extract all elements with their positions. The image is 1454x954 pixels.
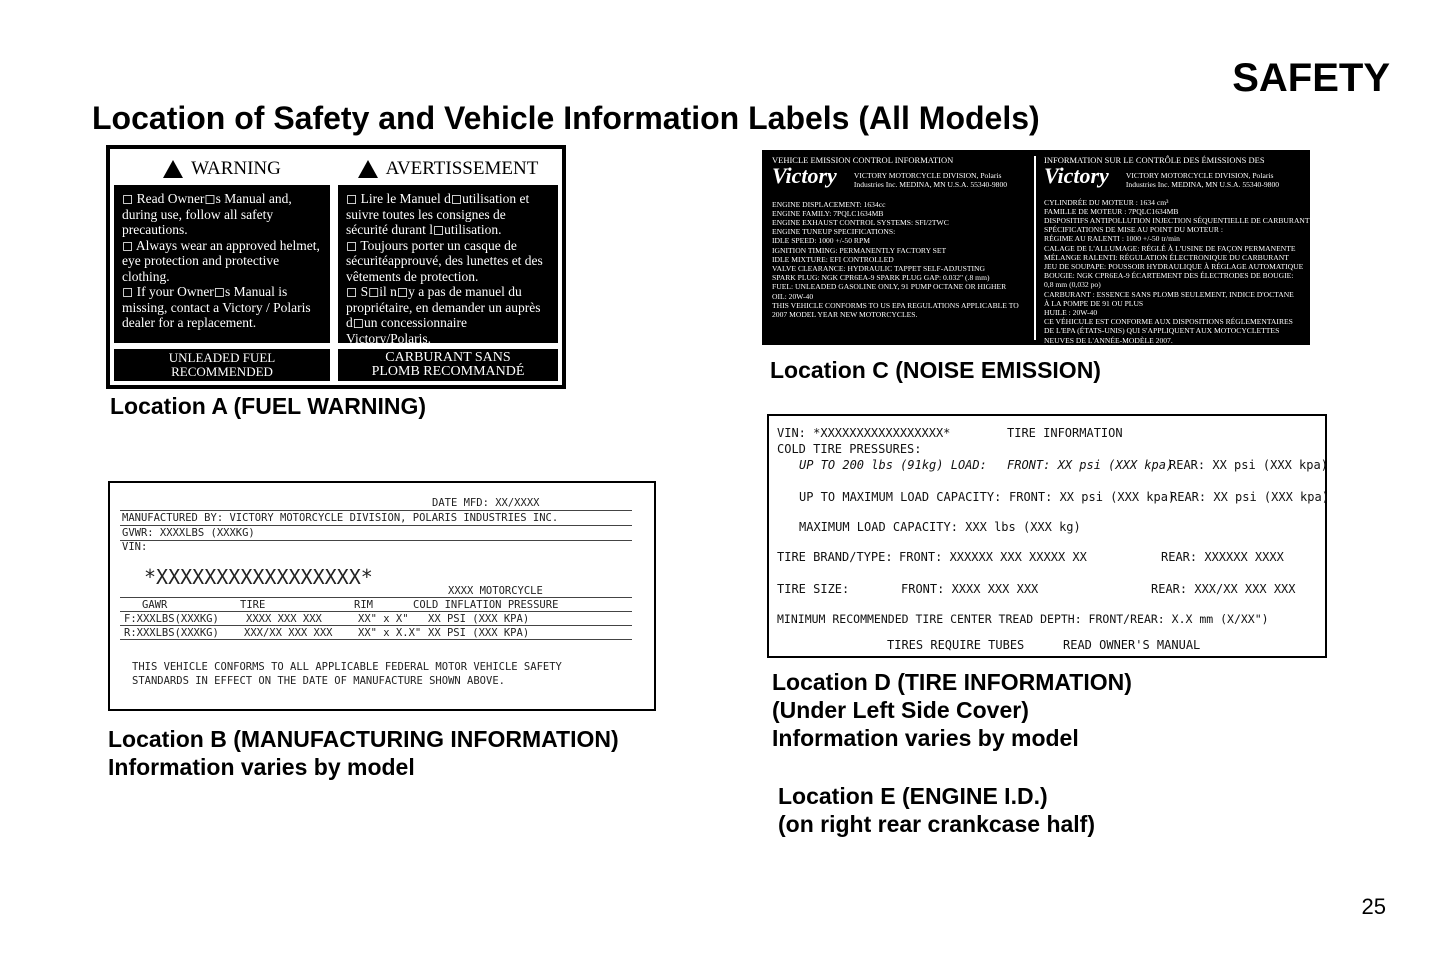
col-rim: RIM	[354, 599, 373, 611]
pressure-front: XX PSI (XXX KPA)	[428, 613, 530, 625]
emission-line: SPARK PLUG: NGK CPR6EA-9 SPARK PLUG GAP: 0.032" (.8 mm)	[772, 273, 990, 283]
vin-label: VIN:	[122, 541, 148, 553]
caption-location-d-variance: Information varies by model	[772, 725, 1079, 751]
emission-line: VALVE CLEARANCE: HYDRAULIC TAPPET SELF-ADJUSTING	[772, 264, 986, 274]
warning-header-text: WARNING	[191, 158, 281, 179]
fuel-english-line: RECOMMENDED	[171, 364, 273, 379]
emission-line: IDLE SPEED: 1000 +/-50 RPM	[772, 236, 870, 246]
emission-line: CE VÉHICULE EST CONFORME AUX DISPOSITIONS RÉGLEMENTAIRES	[1044, 317, 1293, 327]
page-number: 25	[1361, 894, 1386, 919]
cold-tire-pressures: COLD TIRE PRESSURES:	[777, 442, 922, 456]
avertissement-item: ◻ S◻il n◻y a pas de manuel du propriétaire, en demander un auprès d◻un concessionnaire Victory/Polaris.	[346, 284, 541, 346]
gawr-front: F:XXXLBS(XXXKG)	[124, 613, 219, 625]
tire-info-title: TIRE INFORMATION	[1007, 426, 1123, 440]
emission-header: VEHICLE EMISSION CONTROL INFORMATION	[772, 155, 954, 165]
vin-value: *XXXXXXXXXXXXXXXXX*	[144, 565, 373, 589]
rule	[120, 510, 632, 511]
warning-item: ◻ Read Owner◻s Manual and, during use, follow all safety precautions.	[122, 191, 292, 237]
avertissement-column	[338, 153, 558, 346]
rule	[120, 639, 632, 640]
emission-body	[772, 200, 1026, 320]
emission-line: CALAGE DE L'ALLUMAGE: RÉGLÉ À L'USINE DE FAÇON PERMANENTE	[1044, 243, 1296, 253]
manufacturer-address: VICTORY MOTORCYCLE DIVISION, Polaris Industries Inc. MEDINA, MN U.S.A. 55340-9800	[853, 171, 1008, 190]
emission-english	[768, 156, 1030, 340]
emission-line: SPÉCIFICATIONS DE MISE AU POINT DU MOTEUR :	[1044, 225, 1223, 235]
page-title: Location of Safety and Vehicle Information Labels (All Models)	[92, 100, 1040, 136]
emission-line: 0,8 mm (0,032 po)	[1044, 280, 1101, 290]
tires-require-tubes: TIRES REQUIRE TUBES	[887, 638, 1025, 652]
emission-line: OIL: 20W-40	[772, 291, 814, 301]
caption-location-d: Location D (TIRE INFORMATION)	[772, 669, 1132, 695]
rule	[120, 525, 632, 526]
fuel-warning-label	[106, 145, 566, 389]
warning-triangle-icon	[358, 160, 378, 178]
tire-information-label	[767, 414, 1327, 658]
tire-brand-front: FRONT: XXXXXX XXX XXXXX XX	[899, 550, 1087, 564]
tread-depth: MINIMUM RECOMMENDED TIRE CENTER TREAD DEPTH: FRONT/REAR: X.X mm (X/XX")	[777, 612, 1269, 626]
emission-french	[1040, 155, 1351, 345]
victory-logo: Victory	[772, 163, 837, 189]
caption-location-e-note: (on right rear crankcase half)	[778, 811, 1095, 837]
label-divider	[1034, 156, 1036, 340]
caption-location-c: Location C (NOISE EMISSION)	[770, 357, 1101, 383]
motorcycle-type: XXXX MOTORCYCLE	[448, 585, 543, 597]
tire-size-rear: REAR: XXX/XX XXX XXX	[1151, 582, 1296, 596]
max-load-capacity: MAXIMUM LOAD CAPACITY: XXX lbs (XXX kg)	[799, 520, 1081, 534]
max-front: FRONT: XX psi (XXX kpa)	[1009, 490, 1176, 504]
pressure-rear: XX PSI (XXX KPA)	[428, 627, 530, 639]
emission-line: BOUGIE: NGK CPR6EA-9 ÉCARTEMENT DES ÉLECTRODES DE BOUGIE:	[1044, 271, 1294, 281]
warning-triangle-icon	[163, 160, 183, 178]
avertissement-header-text: AVERTISSEMENT	[385, 158, 539, 179]
max-rear: REAR: XX psi (XXX kpa)	[1170, 490, 1329, 504]
emission-line: NEUVES DE L'ANNÉE-MODÈLE 2007.	[1044, 335, 1173, 345]
read-owners-manual: READ OWNER'S MANUAL	[1063, 638, 1201, 652]
date-mfd: DATE MFD: XX/XXXX	[432, 497, 540, 509]
emission-line: CYLINDRÉE DU MOTEUR : 1634 cm³	[1044, 197, 1169, 207]
caption-location-a: Location A (FUEL WARNING)	[110, 393, 427, 419]
emission-header: INFORMATION SUR LE CONTRÔLE DES ÉMISSIONS DES	[1044, 155, 1265, 165]
warning-item: ◻ If your Owner◻s Manual is missing, contact a Victory / Polaris dealer for a replacement.	[122, 284, 311, 330]
emission-line: ENGINE EXHAUST CONTROL SYSTEMS: SFI/2TWC	[772, 218, 949, 228]
tire-front: XXXX XXX XXX	[246, 613, 322, 625]
caption-location-e: Location E (ENGINE I.D.)	[778, 783, 1048, 809]
caption-location-d-note: (Under Left Side Cover)	[772, 697, 1029, 723]
fuel-english-line: UNLEADED FUEL	[168, 350, 276, 365]
emission-line: ENGINE DISPLACEMENT: 1634cc	[772, 199, 886, 209]
rule	[120, 625, 632, 626]
emission-line: THIS VEHICLE CONFORMS TO US EPA REGULATIONS APPLICABLE TO	[772, 300, 1019, 310]
conformity-line: THIS VEHICLE CONFORMS TO ALL APPLICABLE FEDERAL MOTOR VEHICLE SAFETY	[132, 661, 562, 673]
emission-line: CARBURANT : ESSENCE SANS PLOMB SEULEMENT, INDICE D'OCTANE	[1044, 289, 1294, 299]
caption-location-b-note: Information varies by model	[108, 754, 415, 780]
emission-line: FAMILLE DE MOTEUR : 7PQLC1634MB	[1044, 206, 1179, 216]
emission-line: MÉLANGE RALENTI: RÉGULATION ÉLECTRONIQUE DU CARBURANT	[1044, 252, 1289, 262]
fuel-french-box	[338, 349, 558, 381]
avertissement-item: ◻ Toujours porter un casque de sécuritéapprouvé, des lunettes et des vêtements de protection.	[346, 237, 543, 284]
victory-logo: Victory	[1044, 163, 1109, 189]
rim-rear: XX" x X.X"	[358, 627, 422, 639]
upto-front: FRONT: XX psi (XXX kpa)	[1007, 458, 1174, 472]
conformity-line: STANDARDS IN EFFECT ON THE DATE OF MANUFACTURE SHOWN ABOVE.	[132, 675, 505, 687]
col-pressure: COLD INFLATION PRESSURE	[413, 599, 559, 611]
tire-size-front: FRONT: XXXX XXX XXX	[901, 582, 1039, 596]
emission-line: ENGINE FAMILY: 7PQLC1634MB	[772, 208, 884, 218]
upto-load-label: UP TO 200 lbs (91kg) LOAD:	[799, 458, 987, 472]
emission-line: HUILE : 20W-40	[1044, 308, 1098, 318]
rule	[120, 597, 632, 598]
gawr-rear: R:XXXLBS(XXXKG)	[124, 627, 219, 639]
rule	[120, 540, 632, 541]
tire-size-label: TIRE SIZE:	[777, 582, 850, 596]
manufacturing-label	[108, 481, 656, 711]
emission-line: 2007 MODEL YEAR NEW MOTORCYCLES.	[772, 310, 918, 320]
upto-rear: REAR: XX psi (XXX kpa)	[1169, 458, 1328, 472]
emission-line: FUEL: UNLEADED GASOLINE ONLY, 91 PUMP OCTANE OR HIGHER	[772, 282, 1007, 292]
caption-location-b: Location B (MANUFACTURING INFORMATION)	[108, 726, 619, 752]
manufactured-by: MANUFACTURED BY: VICTORY MOTORCYCLE DIVISION, POLARIS INDUSTRIES INC.	[122, 512, 559, 524]
emission-line: IGNITION TIMING: PERMANENTLY FACTORY SET	[772, 245, 947, 255]
tire-brand-label: TIRE BRAND/TYPE:	[777, 550, 893, 564]
emission-line: IDLE MIXTURE: EFI CONTROLLED	[772, 254, 894, 264]
manufacturer-address: VICTORY MOTORCYCLE DIVISION, Polaris Industries Inc. MEDINA, MN U.S.A. 55340-9800	[1125, 171, 1280, 190]
rule	[120, 611, 632, 612]
emission-line: À LA POMPE DE 91 OU PLUS	[1044, 298, 1144, 308]
fuel-english-box	[114, 349, 330, 381]
fuel-french-line: CARBURANT SANS	[385, 350, 511, 365]
emission-line: DISPOSITIFS ANTIPOLLUTION INJECTION SÉQUENTIELLE DE CARBURANT (SFI/2TWC)	[1044, 216, 1351, 226]
noise-emission-label	[762, 150, 1351, 345]
emission-line: RÉGIME AU RALENTI : 1000 +/-50 tr/min	[1044, 234, 1180, 244]
emission-line: JEU DE SOUPAPE: POUSSOIR HYDRAULIQUE À RÉGLAGE AUTOMATIQUE	[1044, 262, 1304, 272]
max-load-label: UP TO MAXIMUM LOAD CAPACITY:	[799, 490, 1002, 504]
rim-front: XX" x X"	[358, 613, 409, 625]
fuel-french-line: PLOMB RECOMMANDÉ	[371, 364, 525, 379]
avertissement-item: ◻ Lire le Manuel d◻utilisation et suivre toutes les consignes de sécurité durant l◻utilisation.	[346, 191, 530, 237]
emission-line: ENGINE TUNEUP SPECIFICATIONS:	[772, 227, 896, 237]
section-title: SAFETY	[1232, 56, 1390, 100]
tire-brand-rear: REAR: XXXXXX XXXX	[1161, 550, 1284, 564]
warning-column	[114, 153, 330, 343]
warning-header	[114, 153, 330, 185]
avertissement-header	[338, 153, 558, 185]
emission-body	[1044, 197, 1351, 345]
tire-rear: XXX/XX XXX XXX	[244, 627, 333, 639]
col-gawr: GAWR	[142, 599, 168, 611]
tire-vin: VIN: *XXXXXXXXXXXXXXXXX*	[777, 426, 951, 440]
col-tire: TIRE	[240, 599, 266, 611]
gvwr: GVWR: XXXXLBS (XXXKG)	[122, 527, 255, 539]
emission-line: DE L'EPA (ÉTATS-UNIS) QUI S'APPLIQUENT AUX MOTOCYCLETTES	[1044, 326, 1280, 336]
warning-item: ◻ Always wear an approved helmet, eye protection and protective clothing.	[122, 237, 320, 284]
